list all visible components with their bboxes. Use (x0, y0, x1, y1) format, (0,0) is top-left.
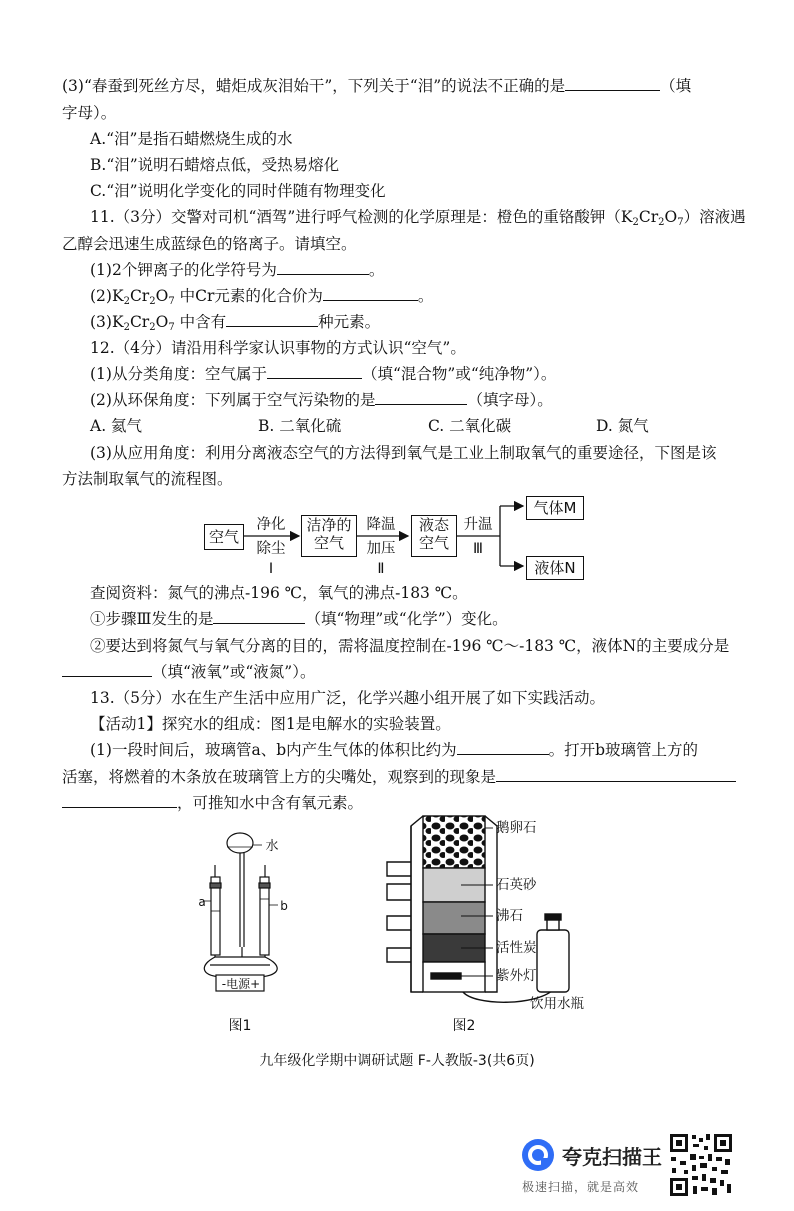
flow-clean-air-line2: 空气 (313, 534, 344, 552)
flow-step1-bottom: 除尘 (256, 541, 286, 557)
subscript: 2 (632, 217, 639, 228)
fig2-label-carbon: 活性炭 (496, 940, 537, 956)
q12-part3: (3)从应用角度：利用分离液态空气的方法得到氧气是工业上制取氧气的重要途径，下图是该 (90, 444, 717, 462)
scanner-slogan: 极速扫描，就是高效 (522, 1180, 640, 1194)
answer-blank[interactable] (62, 662, 152, 677)
q13-stem: 13.（5分）水在生产生活中应用广泛，化学兴趣小组开展了如下实践活动。 (90, 689, 606, 707)
q12-step1 (90, 607, 780, 631)
flow-step1-num: Ⅰ (268, 561, 274, 577)
q12-option-c: C. 二氧化碳 (428, 417, 512, 435)
formula-k: K (111, 287, 124, 305)
q13-part1-cont-text: 活塞，将燃着的木条放在玻璃管上方的尖嘴处，观察到的现象是 (62, 768, 497, 786)
flow-liquid-air-box (411, 515, 457, 557)
fig1-power-label: -电源+ (221, 977, 261, 991)
zeolite-layer (423, 902, 485, 934)
flow-liquid-n-box: 液体N (526, 556, 584, 580)
scanner-logo-icon (521, 1138, 555, 1172)
subscript: 2 (123, 296, 130, 307)
q11-part1-text: (1)2个钾离子的化学符号为 (90, 261, 277, 279)
scanner-brand: 夸克扫描王 (562, 1145, 662, 1169)
q11-stem-b: ）溶液遇 (683, 208, 746, 226)
subscript: 7 (168, 296, 175, 307)
uv-lamp (431, 973, 461, 979)
q13-part1 (90, 738, 780, 762)
q11-part2-text: 中Cr元素的化合价为 (179, 287, 323, 305)
flow-step3-num: Ⅲ (473, 541, 483, 557)
q11-stem-a: 11.（3分）交警对司机“酒驾”进行呼气检测的化学原理是：橙色的重铬酸钾（K (90, 208, 633, 226)
fig2-label-lamp: 紫外灯 (496, 968, 537, 984)
subscript: 2 (658, 217, 665, 228)
q12-step1-text: ①步骤Ⅲ发生的是 (90, 610, 214, 628)
q10-option-c: C.“泪”说明化学变化的同时伴随有物理变化 (90, 182, 386, 200)
answer-blank[interactable] (213, 609, 305, 624)
q12-stem: 12.（4分）请沿用科学家认识事物的方式认识“空气”。 (90, 339, 466, 357)
q10-part3-cont: 字母）。 (62, 104, 117, 122)
q12-part3-cont: 方法制取氧气的流程图。 (62, 470, 233, 488)
q12-part2-tail: （填字母）。 (467, 391, 553, 409)
pebble-layer (423, 816, 485, 868)
q11-part1-tail: 。 (368, 261, 385, 279)
q11-part3-lead: (3) (90, 313, 112, 331)
q12-option-a: A. 氦气 (90, 417, 143, 435)
q12-part1-text: (1)从分类角度：空气属于 (90, 365, 267, 383)
q12-step1-tail: （填“物理”或“化学”）变化。 (305, 610, 508, 628)
flow-liquid-air-line1: 液态 (418, 516, 449, 534)
flow-step2-num: Ⅱ (377, 561, 385, 577)
q12-step2-cont (62, 660, 752, 684)
formula-cr: Cr (129, 287, 150, 305)
q11-part2-lead: (2) (90, 287, 112, 305)
flow-liquid-air-line2: 空气 (418, 534, 449, 552)
fig1-label-a: a (198, 895, 206, 909)
fig2-label-zeolite: 沸石 (496, 908, 523, 924)
q10-part3-text: (3)“春蚕到死丝方尽，蜡炬成灰泪始干”，下列关于“泪”的说法不正确的是 (62, 77, 566, 95)
formula-cr: Cr (638, 208, 659, 226)
fig1-label-b: b (280, 899, 288, 913)
q10-part3-tail: （填 (660, 77, 692, 95)
flow-gas-m-box: 气体M (526, 496, 584, 520)
subscript: 2 (149, 296, 156, 307)
subscript: 7 (677, 217, 684, 228)
q13-part1-text: (1)一段时间后，玻璃管a、b内产生气体的体积比约为 (90, 741, 457, 759)
q12-part2-text: (2)从环保角度：下列属于空气污染物的是 (90, 391, 376, 409)
water-purifier (375, 810, 605, 1010)
fig2-label-quartz: 石英砂 (496, 877, 537, 893)
q10-option-b: B.“泪”说明石蜡熔点低，受热易熔化 (90, 156, 340, 174)
subscript: 2 (149, 322, 156, 333)
q13-part1-end-text: ，可推知水中含有氧元素。 (177, 794, 364, 812)
formula-k: K (111, 313, 124, 331)
formula-o: O (664, 208, 678, 226)
answer-blank[interactable] (457, 740, 549, 755)
q11-part2-end: 。 (417, 287, 434, 305)
flow-step3-top: 升温 (463, 517, 493, 533)
page-footer: 九年级化学期中调研试题 F-人教版-3(共6页) (259, 1053, 535, 1069)
qr-code-icon (668, 1132, 734, 1198)
flow-step1-top: 净化 (256, 517, 286, 533)
q13-part1-cont (62, 765, 752, 789)
flow-air-box: 空气 (204, 524, 244, 550)
q12-option-d: D. 氮气 (596, 417, 649, 435)
q12-part1-tail: （填“混合物”或“纯净物”）。 (361, 365, 557, 383)
fig2-label-pebbles: 鹅卵石 (496, 820, 537, 836)
q12-step2: ②要达到将氮气与氧气分离的目的，需将温度控制在-196 ℃～-183 ℃，液体N的主要成分是 (90, 637, 730, 655)
answer-blank[interactable] (62, 793, 177, 808)
formula-o: O (155, 313, 169, 331)
q12-reference: 查阅资料：氮气的沸点-196 ℃，氧气的沸点-183 ℃。 (90, 584, 468, 602)
formula-cr: Cr (129, 313, 150, 331)
subscript: 7 (168, 322, 175, 333)
q12-step2-tail: （填“液氧”或“液氮”）。 (152, 663, 316, 681)
fig2-label-bottle: 饮用水瓶 (530, 996, 584, 1012)
fig2-caption: 图2 (452, 1018, 476, 1034)
flow-step2-bottom: 加压 (366, 541, 396, 557)
fig1-water-label: 水 (265, 839, 279, 854)
q11-stem-cont: 乙醇会迅速生成蓝绿色的铬离子。请填空。 (62, 235, 357, 253)
flow-arrows (0, 0, 794, 600)
q12-option-b: B. 二氧化硫 (258, 417, 342, 435)
flow-clean-air-box (301, 515, 357, 557)
answer-blank[interactable] (496, 767, 736, 782)
flow-step2-top: 降温 (366, 517, 396, 533)
fig1-caption: 图1 (228, 1018, 252, 1034)
q13-activity1: 【活动1】探究水的组成：图1是电解水的实验装置。 (90, 715, 451, 733)
q11-part3-end: 种元素。 (318, 313, 381, 331)
q13-part1-mid: 。打开b玻璃管上方的 (548, 741, 699, 759)
flow-clean-air-line1: 洁净的 (306, 516, 352, 534)
subscript: 2 (123, 322, 130, 333)
q10-option-a: A.“泪”是指石蜡燃烧生成的水 (90, 130, 293, 148)
q11-part3-text: 中含有 (179, 313, 227, 331)
formula-o: O (155, 287, 169, 305)
